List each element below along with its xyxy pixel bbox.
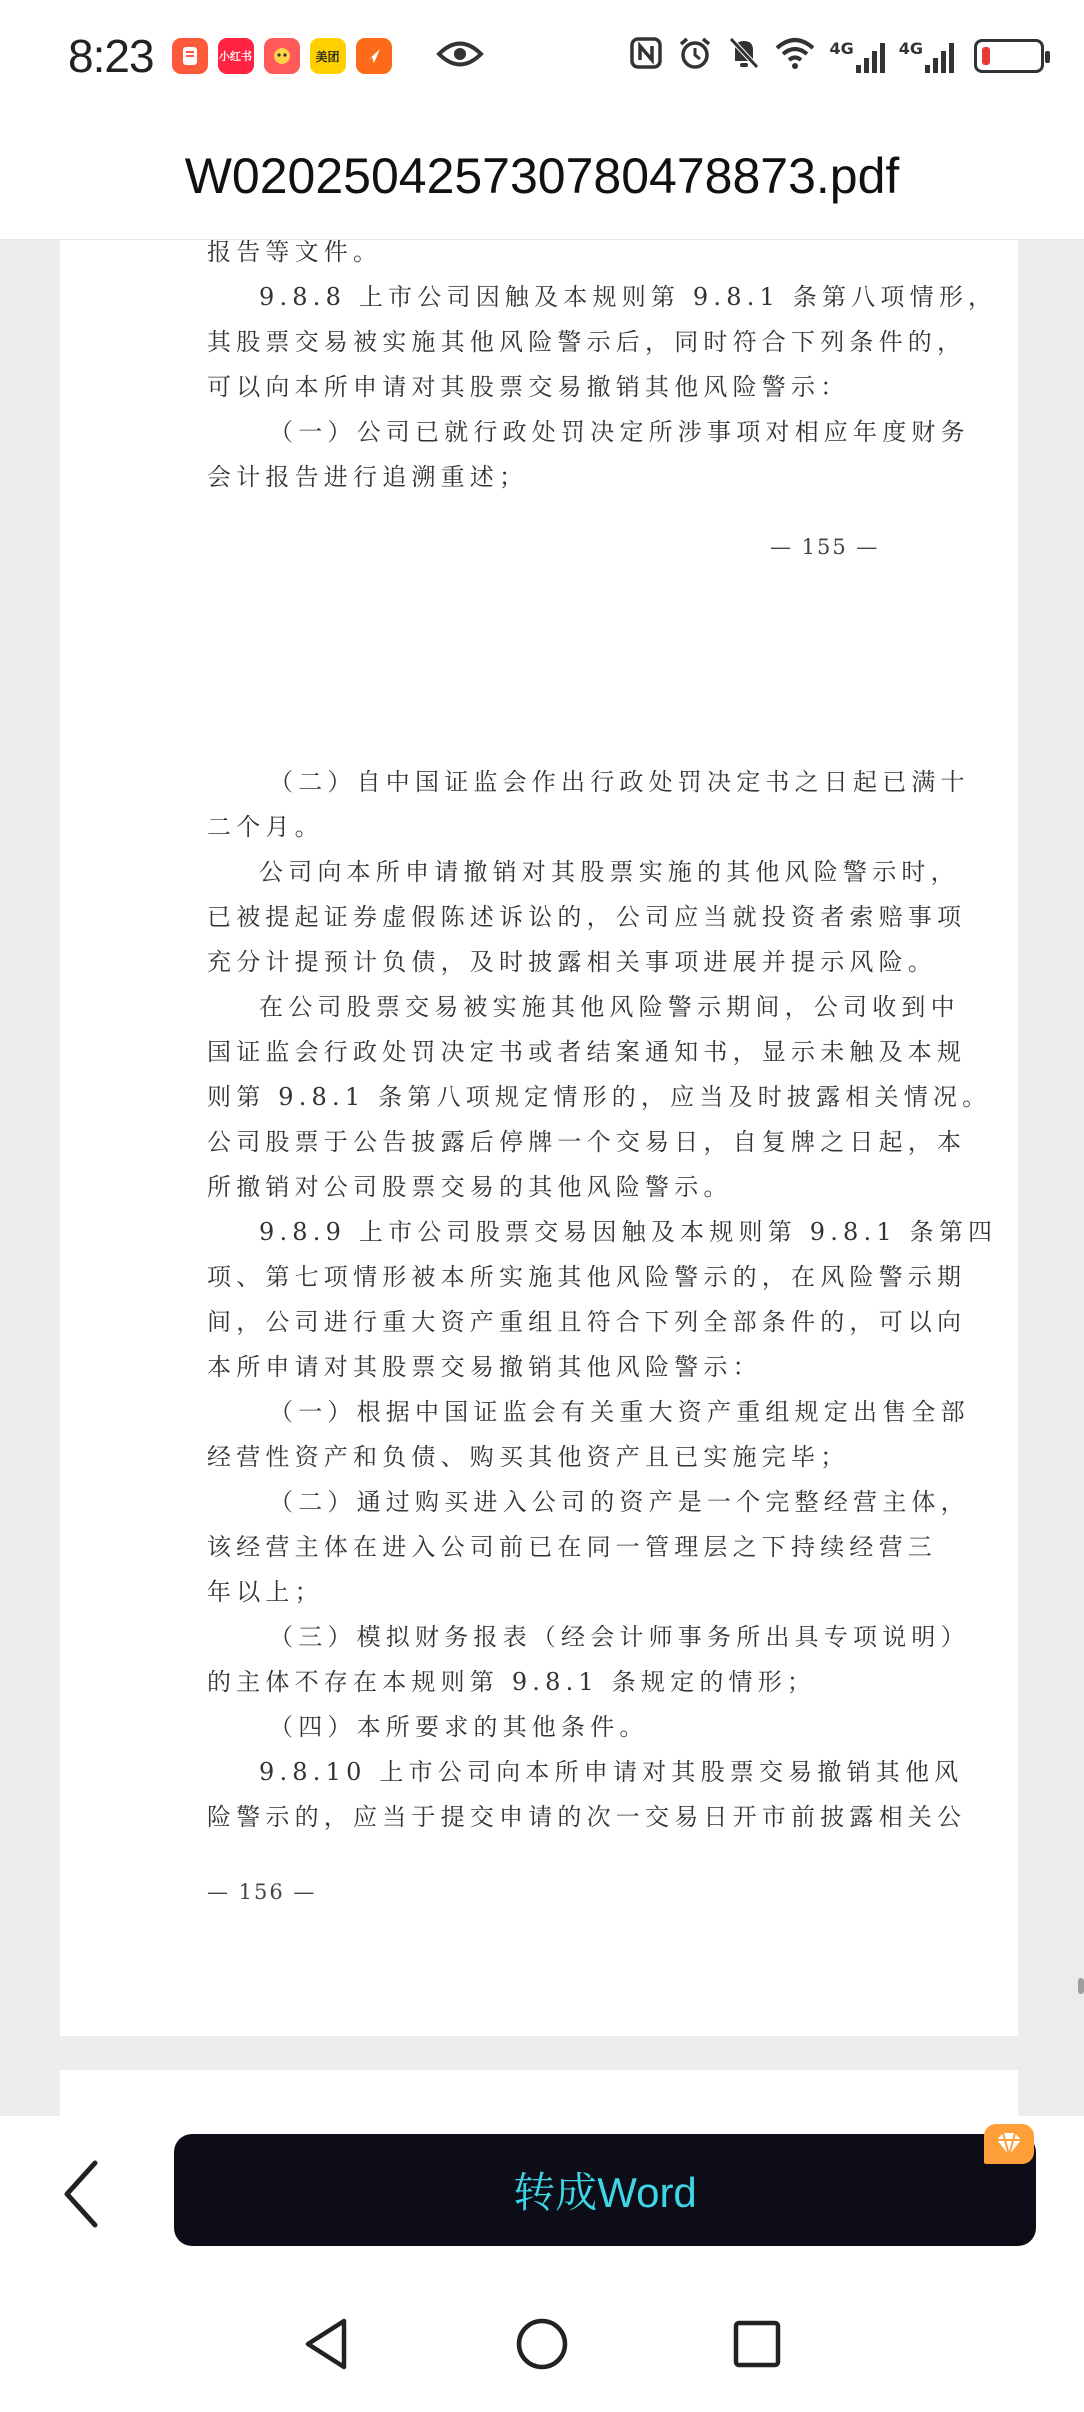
text-line: 项、第七项情形被本所实施其他风险警示的，在风险警示期 <box>207 1263 967 1291</box>
battery-icon <box>974 39 1044 73</box>
convert-to-word-button[interactable] <box>174 2134 1036 2246</box>
system-icons <box>629 35 1044 77</box>
page-number: — 155 — <box>770 535 880 559</box>
text-line: 该经营主体在进入公司前已在同一管理层之下持续经营三 <box>207 1533 937 1561</box>
signal-bars-2-icon <box>925 39 954 73</box>
text-line: 其股票交易被实施其他风险警示后，同时符合下列条件的， <box>207 328 967 356</box>
text-line: （三）模拟财务报表（经会计师事务所出具专项说明） <box>269 1623 970 1651</box>
mute-bell-icon <box>727 35 761 77</box>
system-nav-bar <box>0 2276 1084 2412</box>
meituan-label: 美团 <box>315 49 340 64</box>
text-line: 经营性资产和负债、购买其他资产且已实施完毕； <box>207 1443 850 1471</box>
pdf-viewer[interactable] <box>0 240 1084 2116</box>
xiaohongshu-icon <box>218 38 254 74</box>
text-line: 公司向本所申请撤销对其股票实施的其他风险警示时， <box>259 858 960 886</box>
text-line: 年以上； <box>207 1578 324 1606</box>
text-line: 可以向本所申请对其股票交易撤销其他风险警示： <box>207 373 850 401</box>
text-line: 则第 9.8.1 条第八项规定情形的，应当及时披露相关情况。 <box>207 1083 992 1111</box>
pdf-page-156 <box>60 682 1018 2036</box>
pdf-page-157 <box>60 2070 1018 2116</box>
text-line: 9.8.10 上市公司向本所申请对其股票交易撤销其他风 <box>259 1758 964 1786</box>
nav-back-button[interactable] <box>295 2312 359 2376</box>
signal-bars-1-icon <box>856 39 885 73</box>
text-line: （一）公司已就行政处罚决定所涉事项对相应年度财务 <box>269 418 970 446</box>
toutiao-icon <box>172 38 208 74</box>
text-line: （二）通过购买进入公司的资产是一个完整经营主体， <box>269 1488 970 1516</box>
square-recents-icon <box>731 2318 783 2370</box>
scroll-handle[interactable] <box>1078 1978 1084 1994</box>
nav-recents-button[interactable] <box>725 2312 789 2376</box>
text-line: （四）本所要求的其他条件。 <box>269 1713 649 1741</box>
bottom-action-bar <box>0 2116 1084 2276</box>
text-line: （二）自中国证监会作出行政处罚决定书之日起已满十 <box>269 768 970 796</box>
signal-1 <box>829 39 884 73</box>
status-bar <box>0 0 1084 112</box>
text-line: 已被提起证券虚假陈述诉讼的，公司应当就投资者索赔事项 <box>207 903 967 931</box>
text-line: 的主体不存在本规则第 9.8.1 条规定的情形； <box>207 1668 817 1696</box>
text-line: 国证监会行政处罚决定书或者结案通知书，显示未触及本规 <box>207 1038 967 1066</box>
xiaohongshu-label: 小红书 <box>219 50 253 63</box>
text-line: 本所申请对其股票交易撤销其他风险警示： <box>207 1353 762 1381</box>
title-bar <box>0 112 1084 240</box>
text-line: 在公司股票交易被实施其他风险警示期间，公司收到中 <box>259 993 960 1021</box>
text-line: 会计报告进行追溯重述； <box>207 463 529 491</box>
messaging-icon <box>356 38 392 74</box>
nav-home-button[interactable] <box>510 2312 574 2376</box>
convert-to-word-label: 转成Word <box>513 2169 697 2216</box>
back-button[interactable] <box>56 2154 106 2234</box>
meituan-icon <box>310 38 346 74</box>
page-number: — 156 — <box>207 1880 317 1904</box>
text-line: 报告等文件。 <box>207 240 383 266</box>
text-line: 二个月。 <box>207 813 324 841</box>
alarm-icon <box>677 35 713 77</box>
text-line: 充分计提预计负债，及时披露相关事项进展并提示风险。 <box>207 948 937 976</box>
text-line: 公司股票于公告披露后停牌一个交易日，自复牌之日起，本 <box>207 1128 967 1156</box>
wifi-icon <box>775 36 815 76</box>
text-line: （一）根据中国证监会有关重大资产重组规定出售全部 <box>269 1398 970 1426</box>
taobao-game-icon <box>264 38 300 74</box>
network-type-1: 4G <box>829 39 854 58</box>
notification-apps <box>172 38 392 74</box>
signal-2 <box>899 39 954 73</box>
text-line: 9.8.9 上市公司股票交易因触及本规则第 9.8.1 条第四 <box>259 1218 998 1246</box>
document-title: W020250425730780478873.pdf <box>184 147 900 204</box>
clock: 8:23 <box>68 30 154 82</box>
vip-diamond-icon <box>984 2124 1034 2164</box>
text-line: 9.8.8 上市公司因触及本规则第 9.8.1 条第八项情形， <box>259 283 998 311</box>
network-type-2: 4G <box>898 39 923 58</box>
triangle-back-icon <box>302 2317 352 2371</box>
eye-icon <box>436 39 484 73</box>
text-line: 间，公司进行重大资产重组且符合下列全部条件的，可以向 <box>207 1308 967 1336</box>
circle-home-icon <box>514 2316 570 2372</box>
text-line: 险警示的，应当于提交申请的次一交易日开市前披露相关公 <box>207 1803 967 1831</box>
nfc-icon <box>629 36 663 76</box>
text-line: 所撤销对公司股票交易的其他风险警示。 <box>207 1173 733 1201</box>
chevron-left-icon <box>61 2159 101 2229</box>
